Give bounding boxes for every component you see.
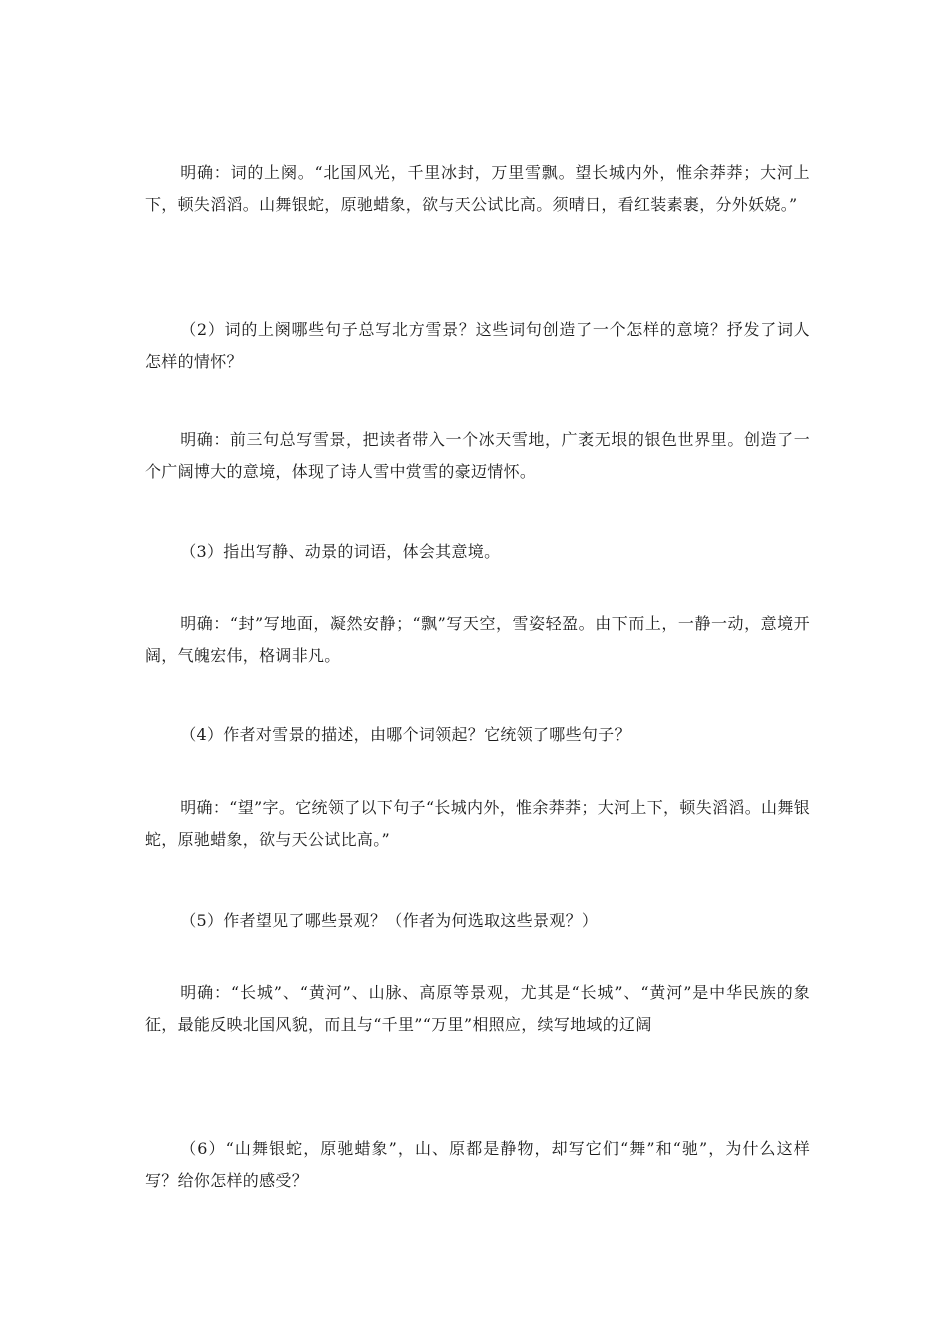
question-paragraph-5: （5）作者望见了哪些景观？（作者为何选取这些景观？）: [180, 911, 599, 930]
answer-paragraph-2: 明确：前三句总写雪景，把读者带入一个冰天雪地，广袤无垠的银色世界里。创造了一个广阔博大的意境，体现了诗人雪中赏雪的豪迈情怀。: [145, 430, 810, 481]
answer-paragraph-1: 明确：词的上阕。“北国风光，千里冰封，万里雪飘。望长城内外，惟余莽莽；大河上下，顿失滔滔。山舞银蛇，原驰蜡象，欲与天公试比高。须晴日，看红装素裹，分外妖娆。”: [145, 163, 810, 214]
answer-paragraph-4: 明确：“望”字。它统领了以下句子“长城内外，惟余莽莽；大河上下，顿失滔滔。山舞银蛇，原驰蜡象，欲与天公试比高。”: [145, 798, 810, 849]
question-paragraph-6: （6）“山舞银蛇，原驰蜡象”，山、原都是静物，却写它们“舞”和“驰”，为什么这样写？给你怎样的感受？: [145, 1139, 810, 1190]
answer-paragraph-5: 明确：“长城”、“黄河”、山脉、高原等景观，尤其是“长城”、“黄河”是中华民族的象征，最能反映北国风貌，而且与“千里”“万里”相照应，续写地域的辽阔: [145, 983, 810, 1034]
question-paragraph-4: （4）作者对雪景的描述，由哪个词领起？它统领了哪些句子？: [180, 725, 631, 744]
question-paragraph-2: （2）词的上阕哪些句子总写北方雪景？这些词句创造了一个怎样的意境？抒发了词人怎样的情怀？: [145, 320, 810, 371]
answer-paragraph-3: 明确：“封”写地面，凝然安静；“飘”写天空，雪姿轻盈。由下而上，一静一动，意境开阔，气魄宏伟，格调非凡。: [145, 614, 810, 665]
question-paragraph-3: （3）指出写静、动景的词语，体会其意境。: [180, 542, 501, 561]
